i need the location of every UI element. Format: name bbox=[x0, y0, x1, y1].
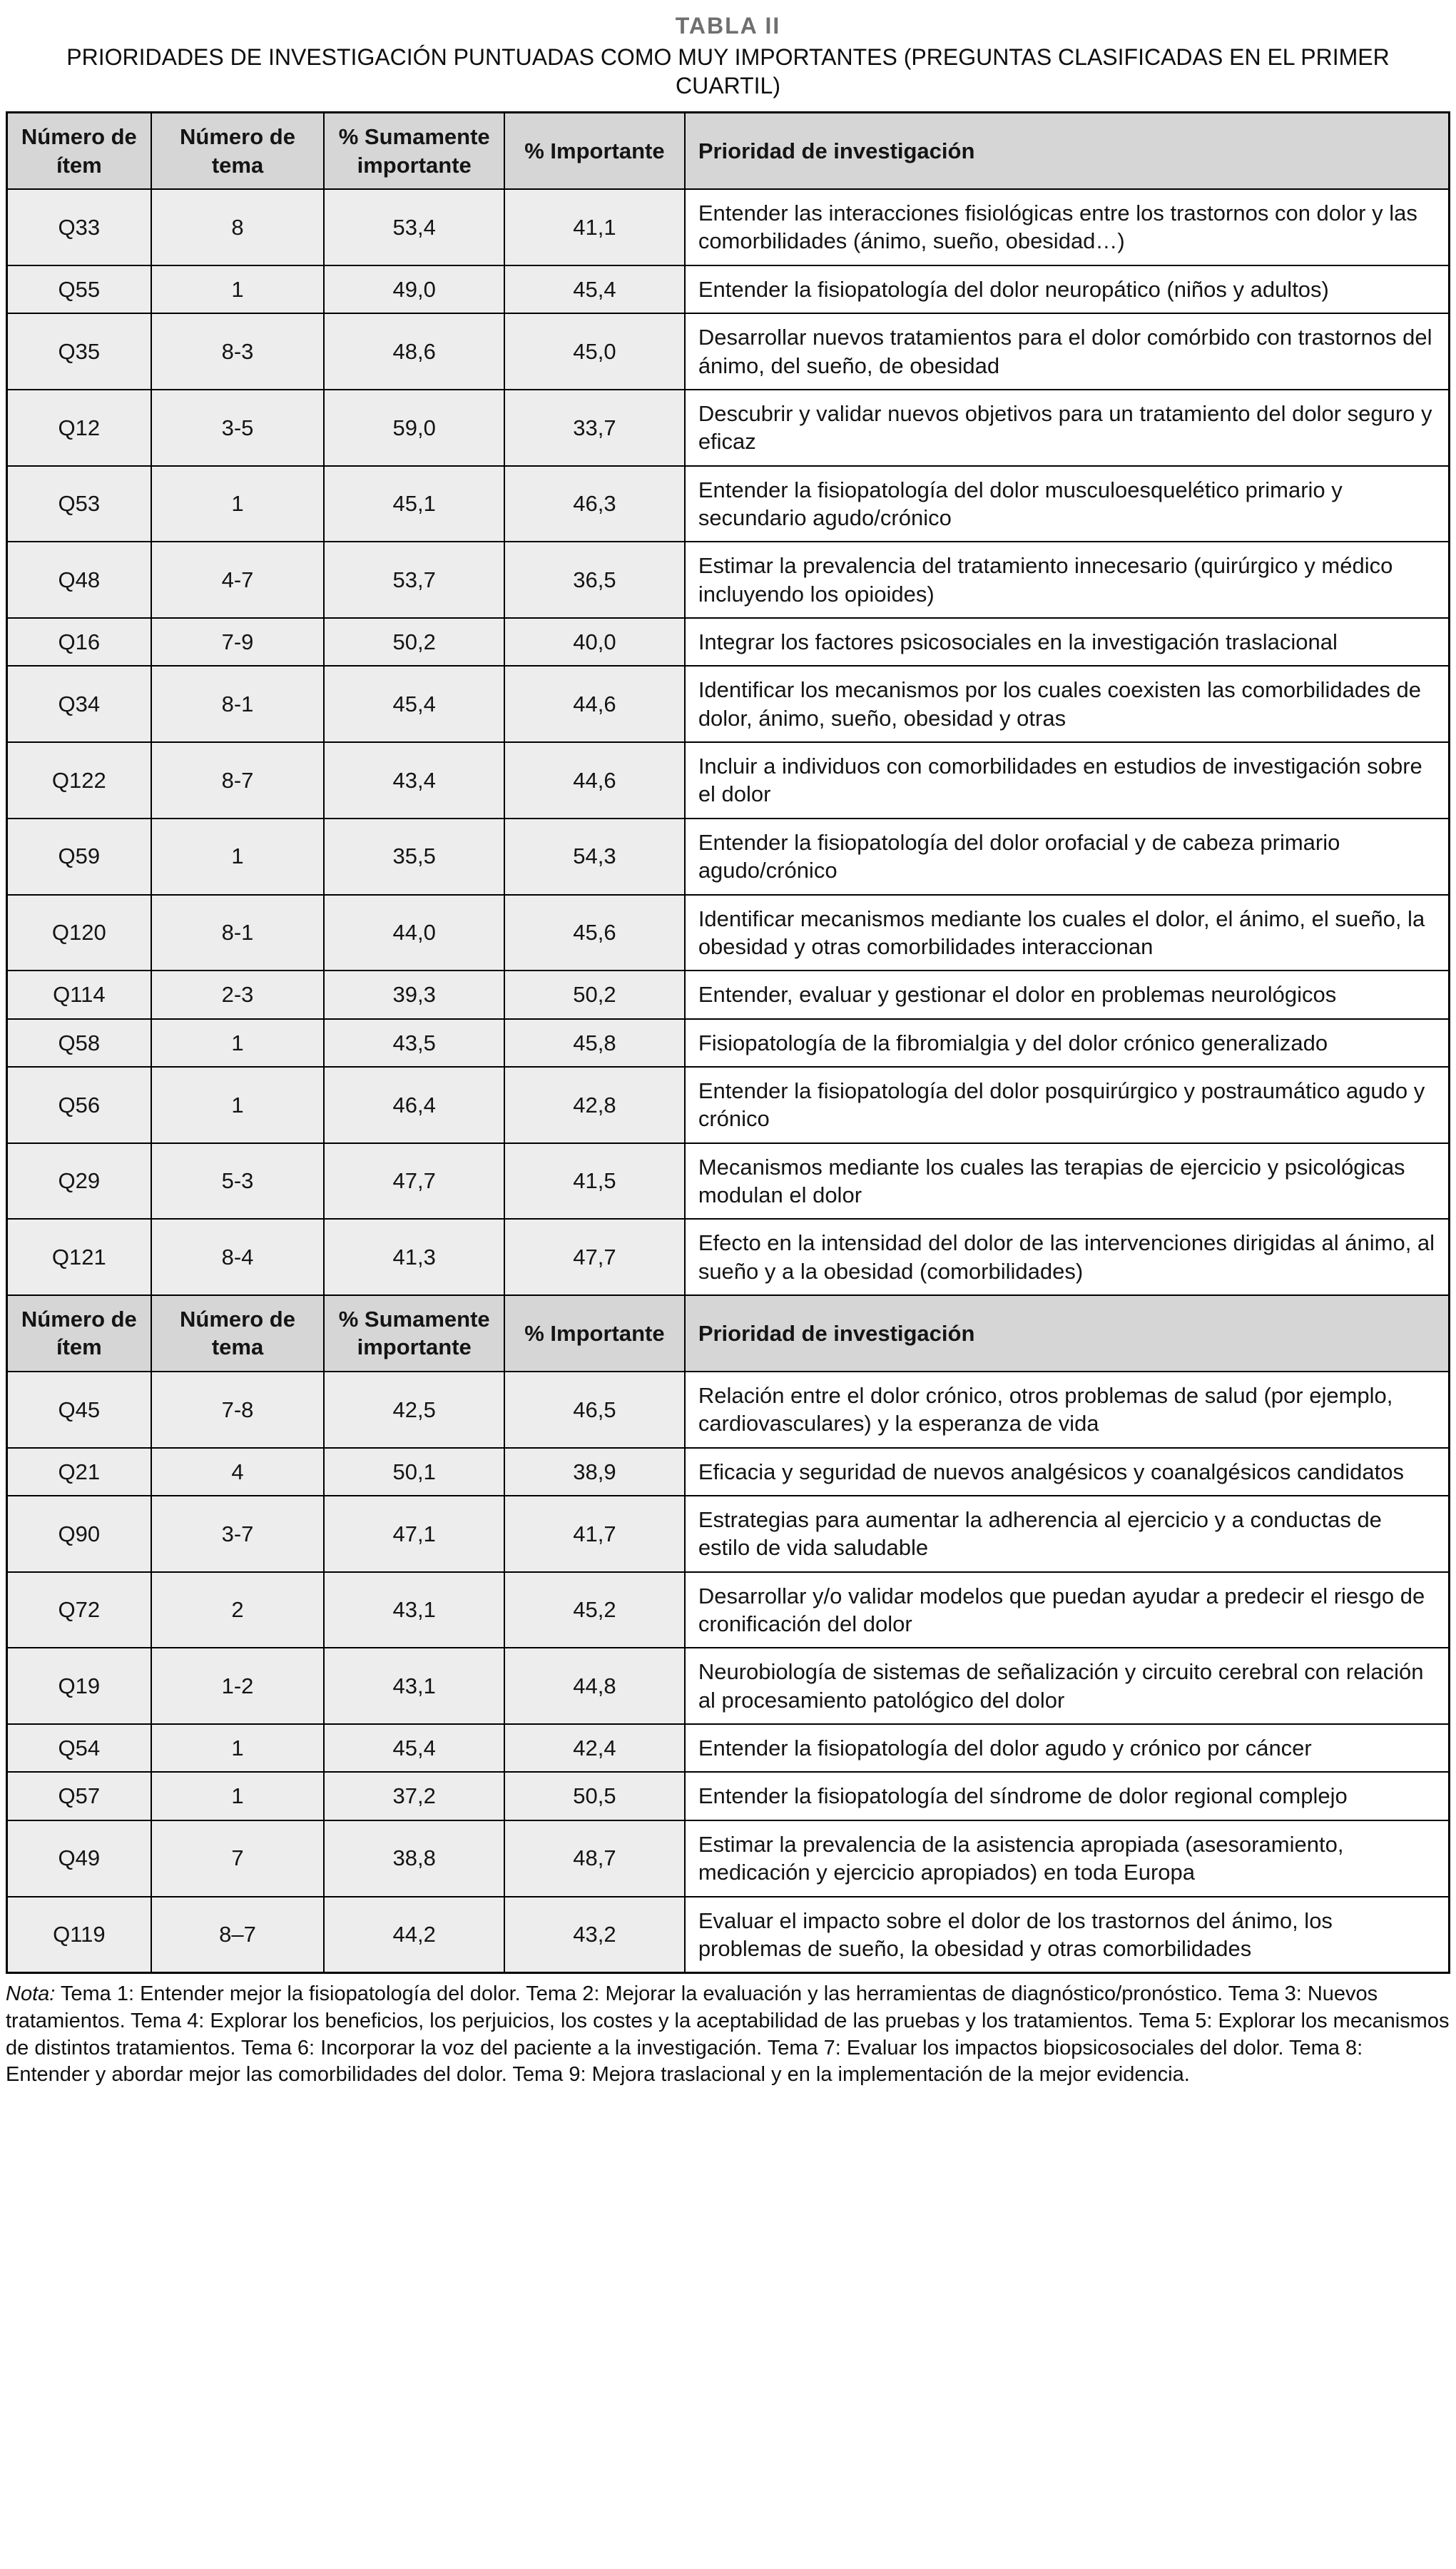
cell-importante: 45,4 bbox=[504, 265, 685, 313]
header-row bbox=[7, 1295, 1450, 1372]
column-header-prioridad: Prioridad de investigación bbox=[685, 113, 1450, 189]
cell-importante: 45,2 bbox=[504, 1572, 685, 1648]
cell-item: Q58 bbox=[7, 1019, 151, 1067]
cell-importante: 48,7 bbox=[504, 1820, 685, 1897]
cell-sumamente: 48,6 bbox=[324, 313, 504, 390]
cell-item: Q53 bbox=[7, 466, 151, 542]
cell-prioridad: Desarrollar nuevos tratamientos para el dolor comórbido con trastornos del ánimo, del sueño, de obesidad bbox=[685, 313, 1450, 390]
cell-sumamente: 53,4 bbox=[324, 189, 504, 265]
column-header-prioridad: Prioridad de investigación bbox=[685, 1295, 1450, 1372]
cell-prioridad: Eficacia y seguridad de nuevos analgésicos y coanalgésicos candidatos bbox=[685, 1448, 1450, 1496]
cell-tema: 1 bbox=[151, 1019, 325, 1067]
cell-tema: 7-9 bbox=[151, 618, 325, 666]
cell-sumamente: 59,0 bbox=[324, 390, 504, 466]
cell-importante: 43,2 bbox=[504, 1897, 685, 1973]
table-subtitle: PRIORIDADES DE INVESTIGACIÓN PUNTUADAS COMO MUY IMPORTANTES (PREGUNTAS CLASIFICADAS EN EL PRIMER CUARTIL) bbox=[66, 44, 1390, 98]
cell-prioridad: Identificar mecanismos mediante los cuales el dolor, el ánimo, el sueño, la obesidad y otras comorbilidades interaccionan bbox=[685, 895, 1450, 971]
cell-prioridad: Efecto en la intensidad del dolor de las intervenciones dirigidas al ánimo, al sueño y a la obesidad (comorbilidades) bbox=[685, 1219, 1450, 1295]
cell-item: Q16 bbox=[7, 618, 151, 666]
table-row bbox=[7, 971, 1450, 1018]
cell-tema: 3-5 bbox=[151, 390, 325, 466]
cell-importante: 46,3 bbox=[504, 466, 685, 542]
cell-importante: 45,6 bbox=[504, 895, 685, 971]
cell-prioridad: Identificar los mecanismos por los cuales coexisten las comorbilidades de dolor, ánimo, sueño, obesidad y otras bbox=[685, 666, 1450, 742]
cell-sumamente: 44,2 bbox=[324, 1897, 504, 1973]
cell-importante: 44,6 bbox=[504, 666, 685, 742]
cell-tema: 1 bbox=[151, 1724, 325, 1772]
cell-importante: 41,5 bbox=[504, 1143, 685, 1220]
table-row bbox=[7, 466, 1450, 542]
cell-importante: 41,7 bbox=[504, 1496, 685, 1572]
cell-sumamente: 53,7 bbox=[324, 542, 504, 618]
table-row bbox=[7, 1019, 1450, 1067]
note-text: Tema 1: Entender mejor la fisiopatología del dolor. Tema 2: Mejorar la evaluación y las herramientas de diagnóstico/pronóstico. Tema 3: Nuevos tratamientos. Tema 4: Explorar los beneficios, los perjuicios, los costes y la aceptabilidad de las pruebas y los tratamientos. Tema 5: Explorar los mecanismos de distintos tratamientos. Tema 6: Incorporar la voz del paciente a la investigación. Tema 7: Evaluar los impactos biopsicosociales del dolor. Tema 8: Entender y abordar mejor las comorbilidades del dolor. Tema 9: Mejora traslacional y en la implementación de la mejor evidencia. bbox=[6, 1982, 1450, 2087]
cell-sumamente: 47,1 bbox=[324, 1496, 504, 1572]
cell-importante: 41,1 bbox=[504, 189, 685, 265]
table-row bbox=[7, 618, 1450, 666]
cell-tema: 2-3 bbox=[151, 971, 325, 1018]
cell-tema: 3-7 bbox=[151, 1496, 325, 1572]
cell-item: Q122 bbox=[7, 742, 151, 819]
cell-tema: 7 bbox=[151, 1820, 325, 1897]
column-header-tema: Número de tema bbox=[151, 113, 325, 189]
cell-sumamente: 50,1 bbox=[324, 1448, 504, 1496]
cell-tema: 1-2 bbox=[151, 1648, 325, 1724]
cell-tema: 8-3 bbox=[151, 313, 325, 390]
cell-item: Q29 bbox=[7, 1143, 151, 1220]
cell-prioridad: Integrar los factores psicosociales en la investigación traslacional bbox=[685, 618, 1450, 666]
cell-prioridad: Mecanismos mediante los cuales las terapias de ejercicio y psicológicas modulan el dolor bbox=[685, 1143, 1450, 1220]
cell-sumamente: 37,2 bbox=[324, 1772, 504, 1820]
column-header-sumamente: % Sumamente importante bbox=[324, 113, 504, 189]
column-header-tema: Número de tema bbox=[151, 1295, 325, 1372]
cell-tema: 8 bbox=[151, 189, 325, 265]
research-priorities-table bbox=[6, 111, 1450, 1974]
cell-prioridad: Entender la fisiopatología del dolor agudo y crónico por cáncer bbox=[685, 1724, 1450, 1772]
cell-prioridad: Estrategias para aumentar la adherencia al ejercicio y a conductas de estilo de vida saludable bbox=[685, 1496, 1450, 1572]
cell-tema: 8-1 bbox=[151, 895, 325, 971]
cell-prioridad: Entender las interacciones fisiológicas entre los trastornos con dolor y las comorbilidades (ánimo, sueño, obesidad…) bbox=[685, 189, 1450, 265]
table-row bbox=[7, 1648, 1450, 1724]
cell-prioridad: Relación entre el dolor crónico, otros problemas de salud (por ejemplo, cardiovasculares) y la esperanza de vida bbox=[685, 1372, 1450, 1448]
cell-item: Q119 bbox=[7, 1897, 151, 1973]
cell-item: Q57 bbox=[7, 1772, 151, 1820]
cell-item: Q48 bbox=[7, 542, 151, 618]
cell-prioridad: Neurobiología de sistemas de señalización y circuito cerebral con relación al procesamiento patológico del dolor bbox=[685, 1648, 1450, 1724]
cell-prioridad: Estimar la prevalencia de la asistencia apropiada (asesoramiento, medicación y ejercicio apropiados) en toda Europa bbox=[685, 1820, 1450, 1897]
cell-item: Q12 bbox=[7, 390, 151, 466]
cell-sumamente: 49,0 bbox=[324, 265, 504, 313]
cell-importante: 47,7 bbox=[504, 1219, 685, 1295]
cell-item: Q72 bbox=[7, 1572, 151, 1648]
cell-importante: 46,5 bbox=[504, 1372, 685, 1448]
cell-item: Q45 bbox=[7, 1372, 151, 1448]
cell-sumamente: 43,4 bbox=[324, 742, 504, 819]
note-label: Nota: bbox=[6, 1982, 56, 2006]
column-header-item: Número de ítem bbox=[7, 113, 151, 189]
cell-prioridad: Incluir a individuos con comorbilidades en estudios de investigación sobre el dolor bbox=[685, 742, 1450, 819]
cell-tema: 5-3 bbox=[151, 1143, 325, 1220]
cell-sumamente: 43,1 bbox=[324, 1648, 504, 1724]
cell-importante: 50,2 bbox=[504, 971, 685, 1018]
table-row bbox=[7, 265, 1450, 313]
cell-prioridad: Entender, evaluar y gestionar el dolor en problemas neurológicos bbox=[685, 971, 1450, 1018]
cell-sumamente: 44,0 bbox=[324, 895, 504, 971]
cell-item: Q56 bbox=[7, 1067, 151, 1143]
cell-item: Q49 bbox=[7, 1820, 151, 1897]
cell-item: Q19 bbox=[7, 1648, 151, 1724]
cell-importante: 40,0 bbox=[504, 618, 685, 666]
cell-sumamente: 39,3 bbox=[324, 971, 504, 1018]
cell-importante: 45,0 bbox=[504, 313, 685, 390]
cell-tema: 4 bbox=[151, 1448, 325, 1496]
table-row bbox=[7, 1820, 1450, 1897]
cell-importante: 45,8 bbox=[504, 1019, 685, 1067]
cell-importante: 44,6 bbox=[504, 742, 685, 819]
title-block bbox=[20, 13, 1436, 100]
cell-sumamente: 45,4 bbox=[324, 1724, 504, 1772]
cell-prioridad: Entender la fisiopatología del dolor neuropático (niños y adultos) bbox=[685, 265, 1450, 313]
table-body bbox=[7, 113, 1450, 1973]
cell-item: Q120 bbox=[7, 895, 151, 971]
cell-sumamente: 46,4 bbox=[324, 1067, 504, 1143]
column-header-importante: % Importante bbox=[504, 1295, 685, 1372]
header-row bbox=[7, 113, 1450, 189]
cell-sumamente: 43,1 bbox=[324, 1572, 504, 1648]
column-header-importante: % Importante bbox=[504, 113, 685, 189]
cell-importante: 44,8 bbox=[504, 1648, 685, 1724]
cell-tema: 1 bbox=[151, 1067, 325, 1143]
table-row bbox=[7, 1772, 1450, 1820]
table-row bbox=[7, 1219, 1450, 1295]
table-row bbox=[7, 742, 1450, 819]
cell-tema: 8-1 bbox=[151, 666, 325, 742]
cell-sumamente: 35,5 bbox=[324, 819, 504, 895]
cell-sumamente: 47,7 bbox=[324, 1143, 504, 1220]
table-row bbox=[7, 542, 1450, 618]
cell-sumamente: 42,5 bbox=[324, 1372, 504, 1448]
cell-item: Q90 bbox=[7, 1496, 151, 1572]
table-row bbox=[7, 1067, 1450, 1143]
column-header-item: Número de ítem bbox=[7, 1295, 151, 1372]
table-row bbox=[7, 1372, 1450, 1448]
cell-importante: 50,5 bbox=[504, 1772, 685, 1820]
cell-sumamente: 45,4 bbox=[324, 666, 504, 742]
cell-sumamente: 43,5 bbox=[324, 1019, 504, 1067]
cell-tema: 4-7 bbox=[151, 542, 325, 618]
table-row bbox=[7, 313, 1450, 390]
cell-prioridad: Entender la fisiopatología del dolor orofacial y de cabeza primario agudo/crónico bbox=[685, 819, 1450, 895]
cell-sumamente: 50,2 bbox=[324, 618, 504, 666]
table-row bbox=[7, 1572, 1450, 1648]
table-row bbox=[7, 819, 1450, 895]
cell-item: Q35 bbox=[7, 313, 151, 390]
cell-item: Q121 bbox=[7, 1219, 151, 1295]
table-row bbox=[7, 666, 1450, 742]
cell-prioridad: Desarrollar y/o validar modelos que puedan ayudar a predecir el riesgo de cronificación del dolor bbox=[685, 1572, 1450, 1648]
cell-tema: 8-7 bbox=[151, 742, 325, 819]
cell-tema: 7-8 bbox=[151, 1372, 325, 1448]
cell-item: Q59 bbox=[7, 819, 151, 895]
cell-importante: 36,5 bbox=[504, 542, 685, 618]
cell-importante: 33,7 bbox=[504, 390, 685, 466]
cell-prioridad: Entender la fisiopatología del síndrome de dolor regional complejo bbox=[685, 1772, 1450, 1820]
cell-prioridad: Entender la fisiopatología del dolor musculoesquelético primario y secundario agudo/crónico bbox=[685, 466, 1450, 542]
cell-importante: 38,9 bbox=[504, 1448, 685, 1496]
cell-sumamente: 41,3 bbox=[324, 1219, 504, 1295]
table-row bbox=[7, 390, 1450, 466]
cell-tema: 8-4 bbox=[151, 1219, 325, 1295]
table-row bbox=[7, 1724, 1450, 1772]
cell-item: Q21 bbox=[7, 1448, 151, 1496]
cell-tema: 1 bbox=[151, 466, 325, 542]
table-note bbox=[6, 1981, 1450, 2089]
cell-sumamente: 45,1 bbox=[324, 466, 504, 542]
table-row bbox=[7, 1448, 1450, 1496]
cell-item: Q114 bbox=[7, 971, 151, 1018]
cell-prioridad: Descubrir y validar nuevos objetivos para un tratamiento del dolor seguro y eficaz bbox=[685, 390, 1450, 466]
cell-tema: 8–7 bbox=[151, 1897, 325, 1973]
table-row bbox=[7, 1496, 1450, 1572]
cell-tema: 1 bbox=[151, 265, 325, 313]
table-row bbox=[7, 895, 1450, 971]
cell-importante: 42,4 bbox=[504, 1724, 685, 1772]
cell-item: Q33 bbox=[7, 189, 151, 265]
cell-item: Q54 bbox=[7, 1724, 151, 1772]
column-header-sumamente: % Sumamente importante bbox=[324, 1295, 504, 1372]
table-row bbox=[7, 1897, 1450, 1973]
cell-tema: 2 bbox=[151, 1572, 325, 1648]
table-row bbox=[7, 1143, 1450, 1220]
cell-prioridad: Entender la fisiopatología del dolor posquirúrgico y postraumático agudo y crónico bbox=[685, 1067, 1450, 1143]
cell-item: Q55 bbox=[7, 265, 151, 313]
cell-prioridad: Evaluar el impacto sobre el dolor de los trastornos del ánimo, los problemas de sueño, la obesidad y otras comorbilidades bbox=[685, 1897, 1450, 1973]
cell-prioridad: Estimar la prevalencia del tratamiento innecesario (quirúrgico y médico incluyendo los opioides) bbox=[685, 542, 1450, 618]
cell-tema: 1 bbox=[151, 819, 325, 895]
table-row bbox=[7, 189, 1450, 265]
cell-tema: 1 bbox=[151, 1772, 325, 1820]
cell-sumamente: 38,8 bbox=[324, 1820, 504, 1897]
cell-importante: 54,3 bbox=[504, 819, 685, 895]
cell-item: Q34 bbox=[7, 666, 151, 742]
cell-prioridad: Fisiopatología de la fibromialgia y del dolor crónico generalizado bbox=[685, 1019, 1450, 1067]
cell-importante: 42,8 bbox=[504, 1067, 685, 1143]
table-title: TABLA II bbox=[675, 13, 781, 39]
